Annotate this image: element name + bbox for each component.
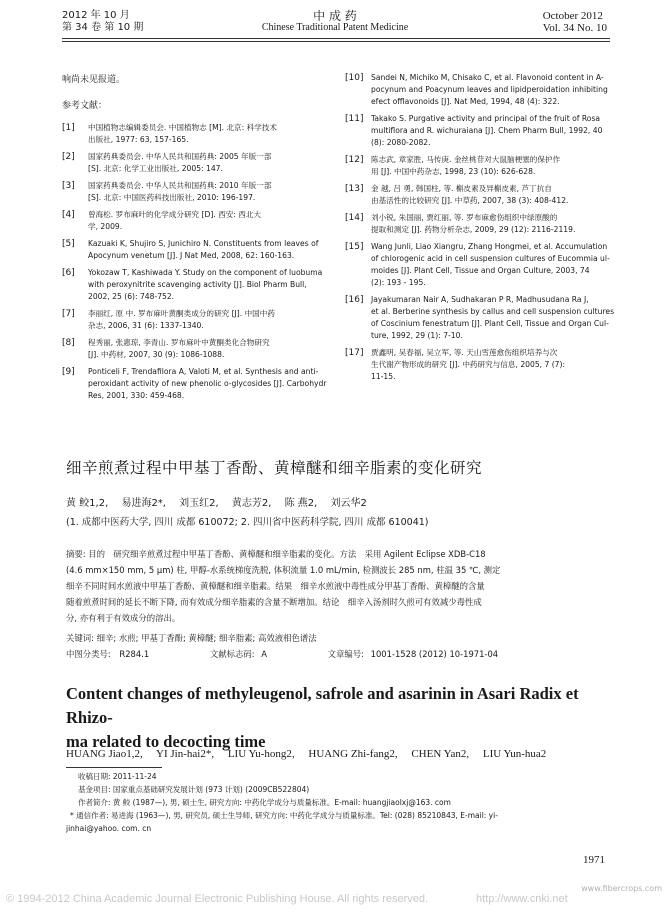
reference-line: 2002, 25 (6): 748-752. (88, 292, 175, 301)
received-date: 收稿日期: 2011-11-24 (78, 772, 157, 781)
references-heading: 参考文献： (62, 101, 108, 111)
article-title-en (66, 682, 626, 754)
keywords-cn: 关键词: 细辛; 水煎; 甲基丁香酚; 黄樟醚; 细辛脂素; 高效液相色谱法 (66, 633, 317, 643)
reference-text (371, 72, 608, 108)
reference-number: [13] (345, 184, 364, 194)
reference-line: ture, 1992, 29 (1): 7-10. (371, 331, 463, 340)
reference-text (371, 183, 568, 207)
reference-line: [J]. 中药材, 2007, 30 (9): 1086-1088. (88, 350, 225, 359)
reference-line: efect offlavonoids [J]. Nat Med, 1994, 48 (4): 322. (371, 97, 560, 106)
reference-number: [7] (62, 309, 75, 319)
reference-line: 提取和测定 [J]. 药物分析杂志, 2009, 29 (12): 2116-2119. (371, 225, 576, 234)
fund-info: 基金项目: 国家重点基础研究发展计划 (973 计划) (2009CB522804) (78, 785, 310, 794)
authors-cn: 黄 鲛1,2, 易进海2*, 刘玉红2, 黄志芳2, 陈 燕2, 刘云华2 (66, 498, 367, 509)
reference-line: 国家药典委员会. 中华人民共和国药典: 2005 年版一部 (88, 152, 272, 161)
reference-line: of Coscinium fenestratum [J]. Plant Cell, Tissue and Organ Cul- (371, 319, 609, 328)
reference-text (88, 337, 270, 361)
header-volume: 第 34 卷 第 10 期 (62, 22, 144, 33)
abstract-line: 细辛不同时间水煎液中甲基丁香酚、黄樟醚和细辛脂素。结果 细辛水煎液中毒性成分甲基丁香酚、黄樟醚的含量 (66, 581, 485, 591)
page-number: 1971 (583, 854, 605, 866)
reference-number: [16] (345, 295, 364, 305)
reference-line: of chlorogenic acid in cell suspension cultures of Eucommia ul- (371, 254, 610, 263)
reference-line: 曾海松. 罗布麻叶的化学成分研究 [D]. 西安: 西北大 (88, 210, 262, 219)
reference-line: Apocynum venetum [J]. J Nat Med, 2008, 62: 160-163. (88, 251, 295, 260)
reference-number: [17] (345, 348, 364, 358)
reference-text (88, 180, 271, 204)
abstract-cn (66, 546, 611, 626)
reference-text (371, 347, 565, 383)
reference-line: 贾鑫明, 吴春福, 吴立军, 等. 天山雪莲愈伤组织培养与次 (371, 348, 558, 357)
article-no-value: 1001-1528 (2012) 10-1971-04 (370, 649, 499, 659)
reference-text (88, 209, 261, 233)
reference-line: 金 越, 吕 勇, 韩国柱, 等. 槲皮素及异槲皮素, 芦丁抗自 (371, 184, 552, 193)
reference-number: [14] (345, 213, 364, 223)
reference-line: et al. Berberine synthesis by callus and cell suspension cultures (371, 307, 615, 316)
journal-name-cn: 中 成 药 (313, 9, 357, 23)
reference-number: [4] (62, 210, 75, 220)
doc-value: A (261, 649, 267, 659)
reference-line: 由基活性的比较研究 [J]. 中草药, 2007, 38 (3): 408-412. (371, 196, 569, 205)
header-date: 2012 年 10 月 (62, 10, 130, 21)
reference-number: [8] (62, 338, 75, 348)
reference-text (88, 366, 326, 402)
article-title-cn: 细辛煎煮过程中甲基丁香酚、黄樟醚和细辛脂素的变化研究 (66, 459, 483, 477)
reference-number: [12] (345, 155, 364, 165)
header-rule (62, 38, 610, 39)
reference-text (88, 122, 277, 146)
reference-line: with peroxynitrite scavenging activity [J]. Biol Pharm Bull, (88, 280, 307, 289)
reference-line: Takako S. Purgative activity and principal of the fruit of Rosa (371, 114, 601, 123)
reference-line: [S]. 北京: 化学工业出版社, 2005: 147. (88, 164, 223, 173)
reference-text (88, 151, 271, 175)
reference-line: (8): 2080-2082. (371, 138, 431, 147)
reference-number: [2] (62, 152, 75, 162)
reference-line: Res, 2001, 330: 459-468. (88, 391, 185, 400)
reference-number: [6] (62, 268, 75, 278)
reference-line: 用 [J]. 中国中药杂志, 1998, 23 (10): 626-628. (371, 167, 536, 176)
reference-text (371, 212, 575, 236)
reference-line: 中国植物志编辑委员会. 中国植物志 [M]. 北京: 科学技术 (88, 123, 277, 132)
header-month-en: October 2012 (542, 10, 603, 22)
reference-number: [10] (345, 73, 364, 83)
title-en-line1: Content changes of methyleugenol, safrole and asarinin in Asari Radix et Rhizo- (66, 684, 579, 727)
watermark-logo (568, 884, 662, 893)
article-no-label: 文章编号: (327, 649, 364, 659)
reference-text (88, 308, 275, 332)
corresponding-author: * 通信作者: 易进海 (1963—), 男, 研究员, 硕士生导师, 研究方向: 中药化学成分与质量标准。Tel: (028) 85210843, E-mail: yi- (70, 811, 498, 820)
footnotes (66, 770, 612, 835)
reference-line: multiflora and R. wichuraiana [J]. Chem Pharm Bull, 1992, 40 (371, 126, 603, 135)
reference-number: [9] (62, 367, 75, 377)
corresponding-email: jinhai@yahoo. com. cn (66, 824, 152, 833)
abstract-line: (4.6 mm×150 mm, 5 μm) 柱, 甲醇-水系统梯度洗脱, 体积流量 1.0 mL/min, 检测波长 285 nm, 柱温 35 ℃, 测定 (66, 565, 501, 575)
footer-url[interactable]: http://www.cnki.net (476, 893, 568, 905)
reference-line: 11-15. (371, 372, 396, 381)
reference-text (88, 267, 322, 303)
reference-line: 李丽红, 原 中. 罗布麻叶黄酮类成分的研究 [J]. 中国中药 (88, 309, 275, 318)
reference-line: 出版社, 1977: 63, 157-165. (88, 135, 189, 144)
reference-line: 国家药典委员会. 中华人民共和国药典: 2010 年版一部 (88, 181, 272, 190)
reference-line: pocynum and Poacynum leaves and lipidperoidation inhibiting (371, 85, 608, 94)
reference-line: Sandei N, Michiko M, Chisako C, et al. Flavonoid content in A- (371, 73, 604, 82)
reference-line: Wang Junli, Liao Xiangru, Zhang Hongmei, et al. Accumulation (371, 242, 608, 251)
reference-line: moides [J]. Plant Cell, Tissue and Organ Culture, 2003, 74 (371, 266, 590, 275)
clc-label: 中图分类号: (66, 649, 111, 659)
reference-line: 陈志武, 章家胜, 马传庚. 金丝桃苷对大鼠脑梗塞的保护作 (371, 155, 561, 164)
clc-value: R284.1 (119, 649, 150, 659)
abstract-line: 分, 亦有利于有效成分的溶出。 (66, 613, 181, 623)
reference-text (371, 154, 560, 178)
footer-copyright: © 1994-2012 China Academic Journal Electronic Publishing House. All rights reserved. (6, 893, 429, 905)
header-rule-thin (62, 41, 610, 42)
reference-line: 学, 2009. (88, 222, 123, 231)
reference-line: 程秀丽, 张惠琼, 李青山. 罗布麻叶中黄酮类化合物研究 (88, 338, 270, 347)
reference-number: [5] (62, 239, 75, 249)
abstract-line: 随着煎煮时间的延长不断下降, 而有效成分细辛脂素的含量不断增加。结论 细辛入汤剂时久煎可有效减少毒性成 (66, 597, 482, 607)
reference-line: Yokozaw T, Kashiwada Y. Study on the component of luobuma (88, 268, 323, 277)
author-bio: 作者简介: 黄 鲛 (1987—), 男, 硕士生, 研究方向: 中药化学成分与质量标准。E-mail: huangjiaolxj@163. com (78, 798, 451, 807)
reference-line: Ponticeli F, Trendafilora A, Valoti M, et al. Synthesis and anti- (88, 367, 319, 376)
reference-text (371, 294, 614, 342)
reference-line: 刘小锐, 朱国丽, 贾红丽, 等. 罗布麻愈伤组织中绿原酸的 (371, 213, 558, 222)
reference-text (371, 113, 602, 149)
reference-line: peroxidant activity of new phenolic o-glycosides [J]. Carbohydr (88, 379, 327, 388)
reference-text (88, 238, 318, 262)
reference-line: Kazuaki K, Shujiro S, Junichiro N. Constituents from leaves of (88, 239, 319, 248)
reference-line: (2): 193 - 195. (371, 278, 426, 287)
title-en-line2: ma related to decocting time (66, 732, 266, 751)
footnote-rule (66, 767, 162, 768)
header-issue-en (543, 10, 607, 34)
intro-line: 响尚未见报道。 (62, 75, 126, 85)
reference-line: Jayakumaran Nair A, Sudhakaran P R, Madhusudana Ra J, (371, 295, 589, 304)
classification-row (66, 646, 611, 662)
reference-number: [15] (345, 242, 364, 252)
reference-text (371, 241, 610, 289)
authors-en: HUANG Jiao1,2, YI Jin-hai2*, LIU Yu-hong2, HUANG Zhi-fang2, CHEN Yan2, LIU Yun-hua2 (66, 748, 547, 760)
watermark-url: www.fibercrops.com (581, 884, 662, 893)
reference-number: [11] (345, 114, 364, 124)
reference-line: 生代谢产物形成的研究 [J]. 中药研究与信息, 2005, 7 (7): (371, 360, 566, 369)
header-vol-en: Vol. 34 No. 10 (542, 22, 607, 34)
reference-number: [3] (62, 181, 75, 191)
reference-line: [S]. 北京: 中国医药科技出版社, 2010: 196-197. (88, 193, 256, 202)
header-issue-cn (62, 10, 143, 34)
abstract-line: 摘要: 目的 研究细辛煎煮过程中甲基丁香酚、黄樟醚和细辛脂素的变化。方法 采用 Agilent Eclipse XDB-C18 (66, 549, 486, 559)
affiliation-cn: (1. 成都中医药大学, 四川 成都 610072; 2. 四川省中医药科学院, 四川 成都 610041) (66, 517, 429, 528)
doc-label: 文献标志码: (209, 649, 255, 659)
reference-line: 杂志, 2006, 31 (6): 1337-1340. (88, 321, 204, 330)
header-journal (210, 10, 460, 34)
reference-number: [1] (62, 123, 75, 133)
journal-name-en: Chinese Traditional Patent Medicine (261, 22, 409, 33)
